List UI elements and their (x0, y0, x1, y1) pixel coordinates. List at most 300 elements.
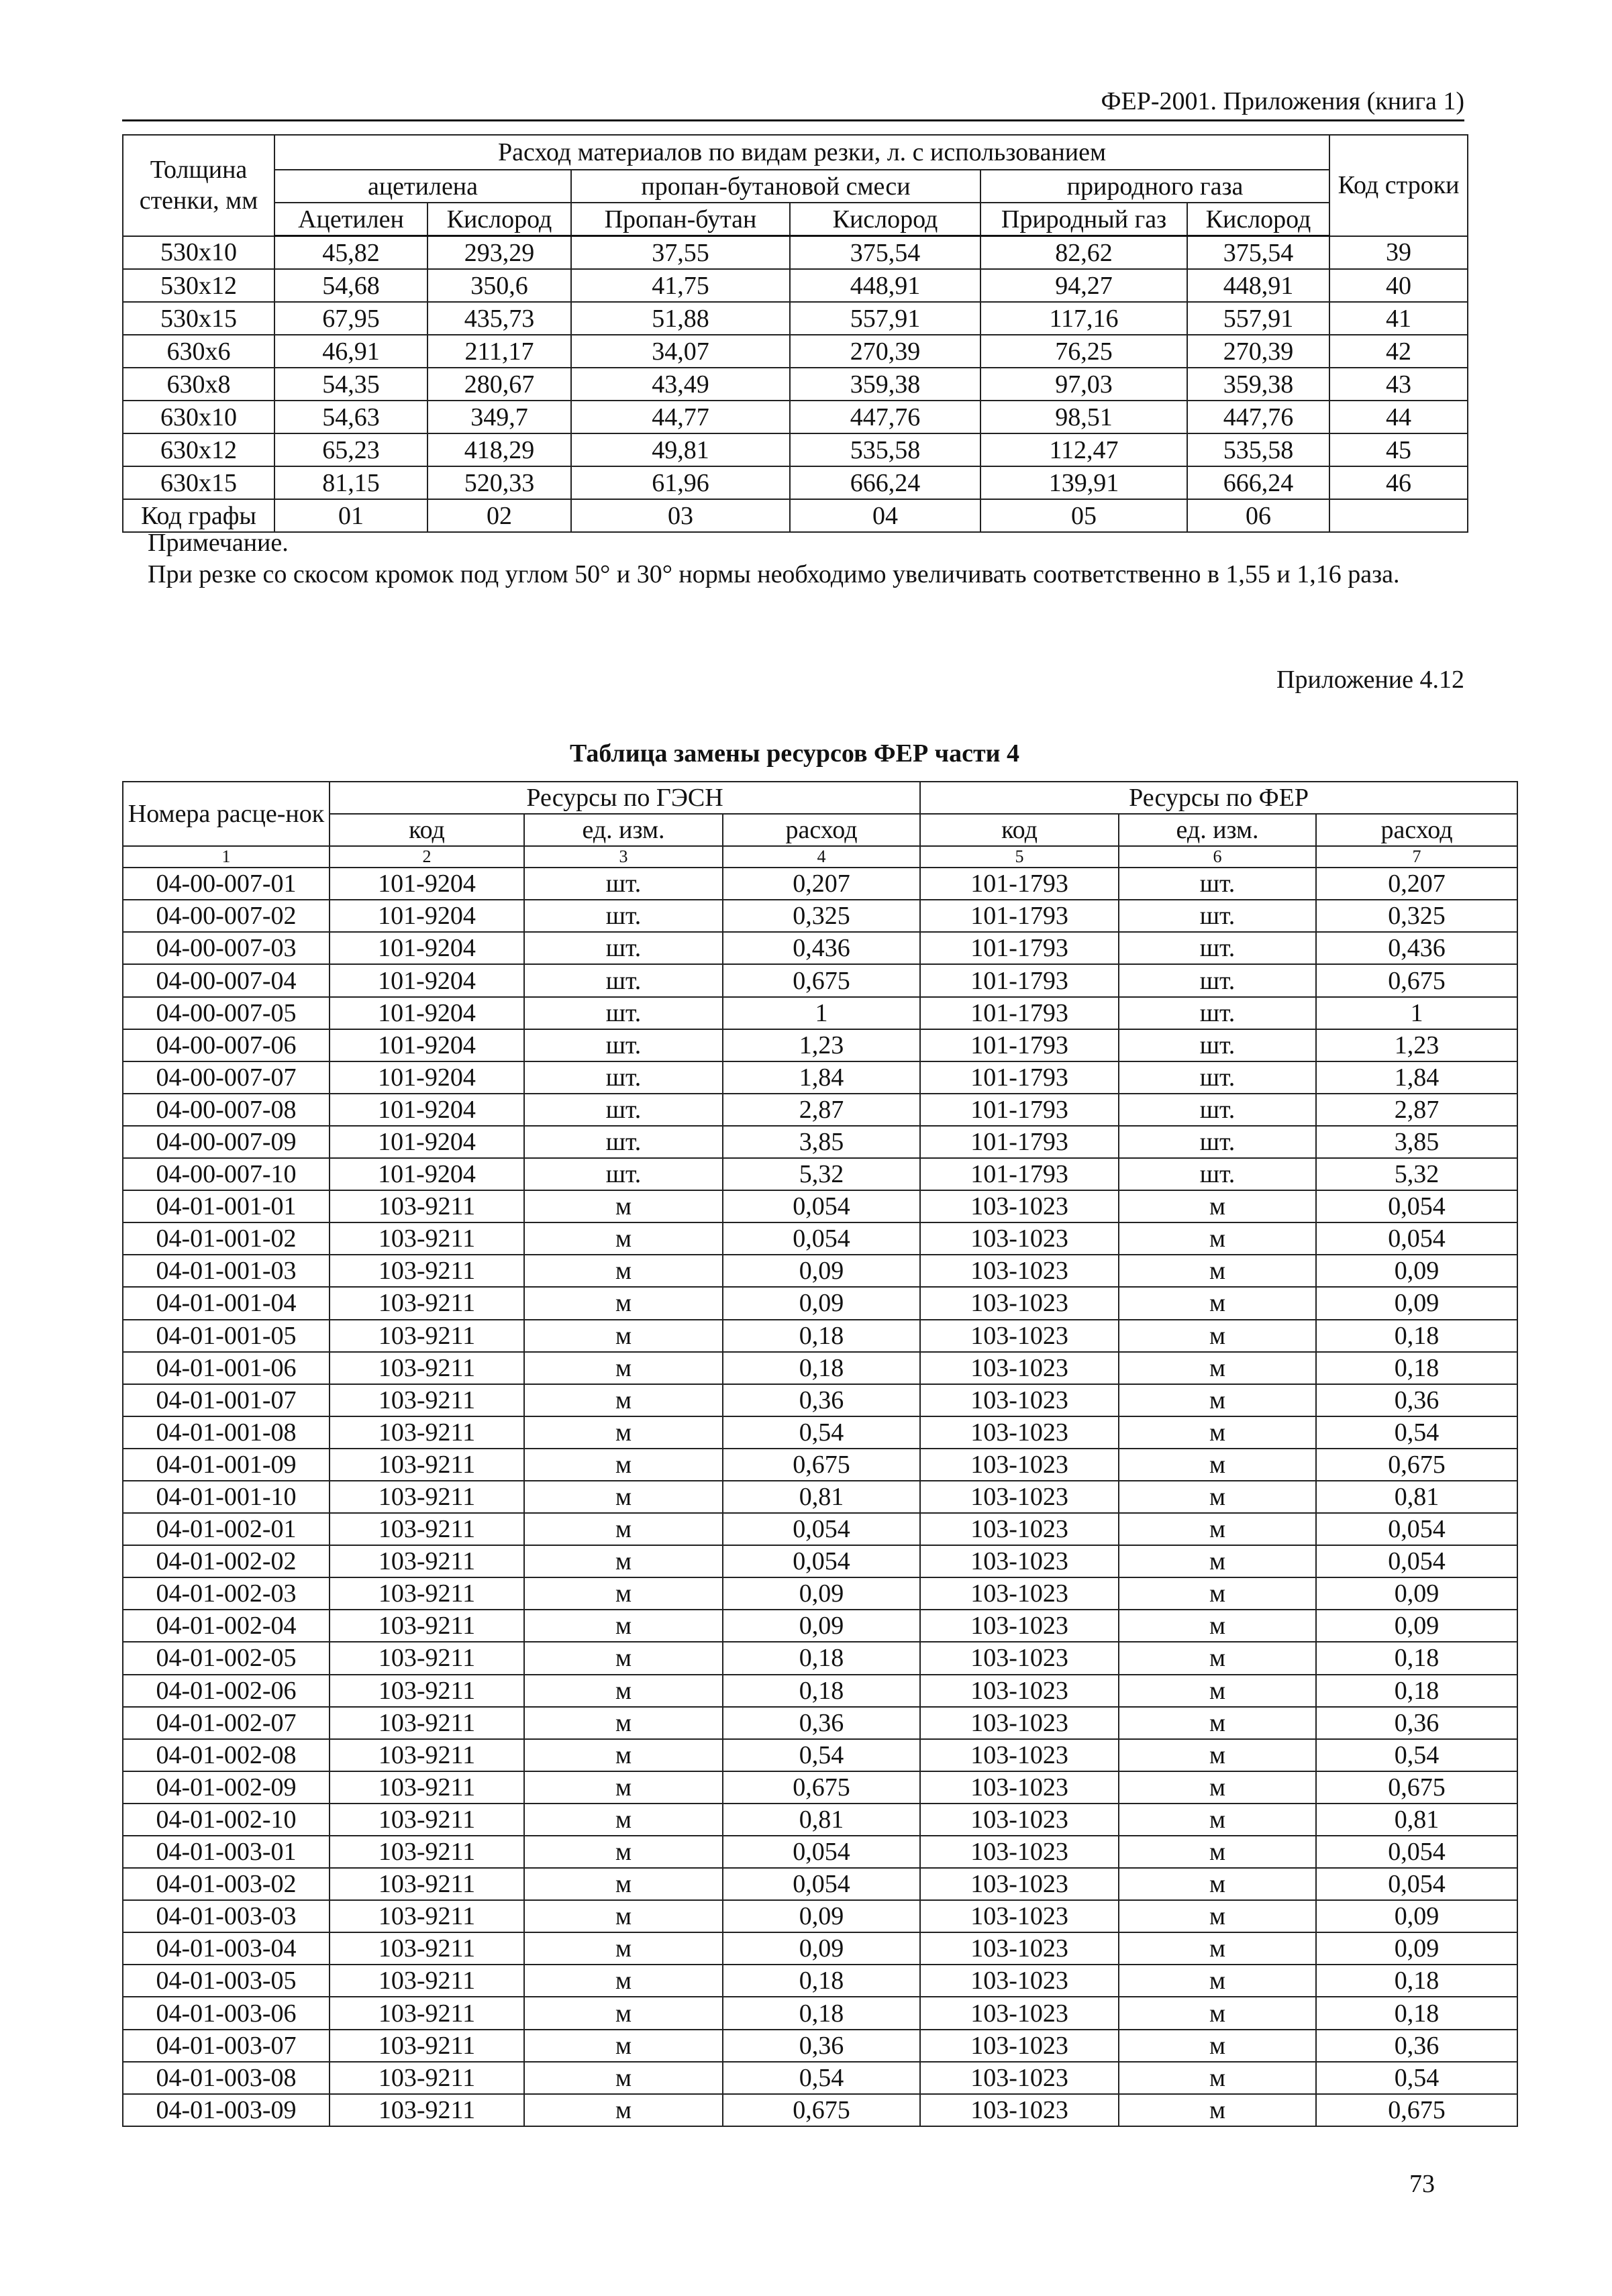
table-cell: 04-00-007-05 (123, 997, 330, 1029)
table-cell: 103-1023 (920, 1932, 1119, 1965)
table-cell: 0,054 (723, 1868, 920, 1900)
table-cell: 04-01-003-09 (123, 2094, 330, 2126)
table-row (123, 1707, 1517, 1739)
table-cell: м (1119, 1868, 1316, 1900)
table-cell: м (524, 1384, 723, 1416)
table-cell: м (524, 1255, 723, 1287)
table-cell: 0,675 (723, 1449, 920, 1481)
table-cell: 103-9211 (330, 1836, 524, 1868)
table-cell: шт. (524, 1126, 723, 1158)
table-cell: 04-00-007-06 (123, 1029, 330, 1061)
table-cell: 270,39 (1187, 335, 1329, 368)
table-cell: 103-1023 (920, 1190, 1119, 1222)
table-cell: 101-9204 (330, 868, 524, 900)
table-cell: 535,58 (1187, 433, 1329, 466)
table-cell: 04-00-007-01 (123, 868, 330, 900)
column-number: 7 (1316, 846, 1517, 868)
table-row (123, 997, 1517, 1029)
table-cell: 103-1023 (920, 1804, 1119, 1836)
table-cell: 0,81 (1316, 1481, 1517, 1513)
table-row (123, 368, 1468, 401)
table-cell: 04-01-001-01 (123, 1190, 330, 1222)
table-cell: 0,36 (1316, 1384, 1517, 1416)
table-cell: м (1119, 1513, 1316, 1545)
table-cell: м (524, 2062, 723, 2094)
table-cell: 04-01-002-04 (123, 1610, 330, 1642)
table-cell: 103-1023 (920, 1513, 1119, 1545)
table-cell: м (1119, 2094, 1316, 2126)
table-cell: 280,67 (427, 368, 571, 401)
resource-replacement-table (122, 781, 1518, 2127)
table-cell: 0,81 (1316, 1804, 1517, 1836)
header-numbers: Номера расце-нок (123, 782, 330, 846)
table-cell: 448,91 (790, 269, 980, 302)
table-cell: 0,054 (1316, 1545, 1517, 1577)
header-amount-fer: расход (1316, 814, 1517, 846)
table-cell: 117,16 (980, 302, 1187, 335)
table-cell: 2,87 (1316, 1094, 1517, 1126)
table-cell: 04-01-003-01 (123, 1836, 330, 1868)
table-row (123, 302, 1468, 335)
table-cell: м (1119, 1965, 1316, 1997)
table-cell: 46,91 (274, 335, 427, 368)
table-cell: м (524, 1771, 723, 1804)
table-cell: 04-01-002-06 (123, 1675, 330, 1707)
table-cell: 04-01-001-05 (123, 1320, 330, 1352)
table-cell: м (1119, 1836, 1316, 1868)
table-cell: 39 (1329, 236, 1468, 270)
table-cell: 04-00-007-10 (123, 1158, 330, 1190)
table-cell: 112,47 (980, 433, 1187, 466)
table-cell: 04-01-002-10 (123, 1804, 330, 1836)
header-consumption: Расход материалов по видам резки, л. с использованием (274, 135, 1329, 170)
table-cell: 0,54 (1316, 1416, 1517, 1449)
table-cell: 211,17 (427, 335, 571, 368)
table-cell: м (1119, 1577, 1316, 1610)
table-cell: 375,54 (1187, 236, 1329, 270)
table-cell: м (1119, 1352, 1316, 1384)
table-cell: м (524, 1449, 723, 1481)
table-cell: 103-9211 (330, 1771, 524, 1804)
table-cell: 04-01-001-07 (123, 1384, 330, 1416)
table-cell: 103-9211 (330, 1868, 524, 1900)
table-cell: 139,91 (980, 466, 1187, 499)
table-cell: м (1119, 1190, 1316, 1222)
table-cell: 04-01-001-02 (123, 1222, 330, 1255)
table-cell: м (524, 1287, 723, 1319)
table-cell: 0,675 (1316, 1771, 1517, 1804)
table-row (123, 932, 1517, 964)
table-cell: 04-00-007-09 (123, 1126, 330, 1158)
table-cell: 0,09 (1316, 1900, 1517, 1932)
table-cell: 0,675 (723, 1771, 920, 1804)
table-cell: 103-1023 (920, 1416, 1119, 1449)
table-cell: 103-9211 (330, 1932, 524, 1965)
table-row (123, 1900, 1517, 1932)
table-cell: 34,07 (571, 335, 790, 368)
table-cell: 103-1023 (920, 1481, 1119, 1513)
table-cell: 94,27 (980, 269, 1187, 302)
table-cell: 98,51 (980, 401, 1187, 433)
table-cell: м (1119, 2062, 1316, 2094)
table-cell: 0,054 (723, 1222, 920, 1255)
header-acetylene-col: Ацетилен (274, 203, 427, 236)
table-cell: м (1119, 2030, 1316, 2062)
table-cell: 630x8 (123, 368, 274, 401)
table-cell: шт. (1119, 1158, 1316, 1190)
table-cell: 0,054 (1316, 1222, 1517, 1255)
table-cell: 103-9211 (330, 1804, 524, 1836)
table-cell: 0,09 (723, 1255, 920, 1287)
table-cell: 04-00-007-04 (123, 964, 330, 996)
table-cell: м (1119, 1384, 1316, 1416)
table-footer-row (123, 499, 1468, 532)
table-row (123, 1222, 1517, 1255)
table-cell: 0,325 (1316, 900, 1517, 932)
table-row (123, 1449, 1517, 1481)
table-cell: 103-9211 (330, 1287, 524, 1319)
table-cell: 0,18 (1316, 1642, 1517, 1674)
column-number: 2 (330, 846, 524, 868)
table-cell: 103-1023 (920, 1352, 1119, 1384)
table-cell: 103-9211 (330, 1190, 524, 1222)
table-cell: 05 (980, 499, 1187, 532)
table-cell: м (524, 1610, 723, 1642)
header-oxygen-2: Кислород (790, 203, 980, 236)
table-cell: 01 (274, 499, 427, 532)
table-cell: 04-01-001-06 (123, 1352, 330, 1384)
table-cell: 530x10 (123, 236, 274, 270)
table-cell: 630x10 (123, 401, 274, 433)
table-cell: 0,54 (723, 1739, 920, 1771)
table-cell: 666,24 (790, 466, 980, 499)
note-title: Примечание. (148, 529, 289, 557)
table-cell: шт. (524, 1158, 723, 1190)
table-cell: м (524, 1222, 723, 1255)
table-cell: 02 (427, 499, 571, 532)
table-cell: 06 (1187, 499, 1329, 532)
table-cell: 101-1793 (920, 1061, 1119, 1094)
table-cell: 103-1023 (920, 1320, 1119, 1352)
appendix-label: Приложение 4.12 (1276, 666, 1464, 694)
table-cell: 103-1023 (920, 1965, 1119, 1997)
table-cell: 101-9204 (330, 932, 524, 964)
table-cell: 103-1023 (920, 1577, 1119, 1610)
table-cell: 0,54 (1316, 1739, 1517, 1771)
table-row (123, 1932, 1517, 1965)
table-cell: 103-1023 (920, 1836, 1119, 1868)
table-cell: шт. (1119, 932, 1316, 964)
table-row (123, 2062, 1517, 2094)
table-cell: шт. (1119, 997, 1316, 1029)
header-acetylene: ацетилена (274, 170, 571, 203)
table-title: Таблица замены ресурсов ФЕР части 4 (569, 739, 1020, 768)
table-row (123, 1255, 1517, 1287)
table-cell: 0,054 (723, 1836, 920, 1868)
table-cell: 530x12 (123, 269, 274, 302)
table-cell: 103-9211 (330, 1997, 524, 2029)
table-row (123, 1836, 1517, 1868)
table-cell: 103-9211 (330, 1255, 524, 1287)
table-cell: м (1119, 1481, 1316, 1513)
table-cell: 418,29 (427, 433, 571, 466)
table-cell: 04-01-001-04 (123, 1287, 330, 1319)
table-row (123, 1481, 1517, 1513)
table-cell: 0,54 (723, 1416, 920, 1449)
table-cell: 103-1023 (920, 1545, 1119, 1577)
table-cell: м (1119, 1255, 1316, 1287)
table-cell: 04-01-003-06 (123, 1997, 330, 2029)
table-cell: 103-1023 (920, 1707, 1119, 1739)
table-row (123, 1675, 1517, 1707)
table-cell: 45 (1329, 433, 1468, 466)
header-thickness: Толщина стенки, мм (123, 135, 274, 236)
table-cell: шт. (524, 1094, 723, 1126)
table-row (123, 1577, 1517, 1610)
table-cell: 0,18 (1316, 1352, 1517, 1384)
header-unit-gesn: ед. изм. (524, 814, 723, 846)
table-cell: м (524, 1739, 723, 1771)
table-cell: 0,325 (723, 900, 920, 932)
table-cell: 5,32 (1316, 1158, 1517, 1190)
table-cell (1329, 499, 1468, 532)
table-cell: м (1119, 1416, 1316, 1449)
table-cell: 0,09 (1316, 1255, 1517, 1287)
table-cell: 630x15 (123, 466, 274, 499)
table-cell: 103-9211 (330, 2030, 524, 2062)
table-cell: 0,054 (1316, 1836, 1517, 1868)
table-cell: 103-9211 (330, 2094, 524, 2126)
table-row (123, 964, 1517, 996)
table-cell: 04-01-003-04 (123, 1932, 330, 1965)
column-number: 3 (524, 846, 723, 868)
table-cell: 101-9204 (330, 1029, 524, 1061)
table-cell: 0,054 (1316, 1190, 1517, 1222)
header-oxygen-3: Кислород (1187, 203, 1329, 236)
table-cell: м (524, 1932, 723, 1965)
table-cell: 0,675 (1316, 2094, 1517, 2126)
header-row-code: Код строки (1329, 135, 1468, 236)
table-row (123, 1352, 1517, 1384)
table-cell: шт. (1119, 1094, 1316, 1126)
table-cell: шт. (1119, 964, 1316, 996)
table-cell: 101-9204 (330, 1158, 524, 1190)
table-cell: 3,85 (1316, 1126, 1517, 1158)
table-cell: 359,38 (790, 368, 980, 401)
table-cell: 101-1793 (920, 1126, 1119, 1158)
header-natural-col: Природный газ (980, 203, 1187, 236)
table-cell: м (1119, 1287, 1316, 1319)
table-cell: шт. (524, 997, 723, 1029)
table-cell: м (1119, 1804, 1316, 1836)
table-cell: 04 (790, 499, 980, 532)
table-cell: м (1119, 1449, 1316, 1481)
table-cell: 103-1023 (920, 1868, 1119, 1900)
table-row (123, 2094, 1517, 2126)
table-cell: м (1119, 1771, 1316, 1804)
table-cell: м (524, 2030, 723, 2062)
table-cell: 04-01-001-03 (123, 1255, 330, 1287)
table-cell: 0,054 (1316, 1513, 1517, 1545)
table-cell: шт. (524, 964, 723, 996)
table-cell: 0,36 (1316, 1707, 1517, 1739)
table-cell: 04-01-003-05 (123, 1965, 330, 1997)
table-cell: 103-9211 (330, 1384, 524, 1416)
gas-consumption-table (122, 134, 1468, 533)
table-row (123, 868, 1517, 900)
table-cell: м (1119, 1545, 1316, 1577)
table-cell: 103-9211 (330, 1481, 524, 1513)
table-cell: 103-1023 (920, 1384, 1119, 1416)
table-cell: 101-1793 (920, 900, 1119, 932)
table-cell: 51,88 (571, 302, 790, 335)
table-cell: 04-01-001-08 (123, 1416, 330, 1449)
table-cell: 101-9204 (330, 964, 524, 996)
table-cell: 101-1793 (920, 964, 1119, 996)
table-cell: м (524, 1675, 723, 1707)
table-cell: 42 (1329, 335, 1468, 368)
table-cell: м (1119, 1997, 1316, 2029)
table-cell: 04-01-003-03 (123, 1900, 330, 1932)
table-cell: 103-9211 (330, 1965, 524, 1997)
column-number: 6 (1119, 846, 1316, 868)
table-cell: 04-01-002-09 (123, 1771, 330, 1804)
table-cell: 103-9211 (330, 1320, 524, 1352)
table-row (123, 1965, 1517, 1997)
table-cell: 03 (571, 499, 790, 532)
table-cell: 0,09 (723, 1287, 920, 1319)
header-propane-group: пропан-бутановой смеси (571, 170, 980, 203)
resource-replacement-body (123, 868, 1517, 2126)
table-cell: 0,09 (1316, 1287, 1517, 1319)
table-row (123, 1190, 1517, 1222)
table-cell: 3,85 (723, 1126, 920, 1158)
table-cell: 530x15 (123, 302, 274, 335)
table-row (123, 1158, 1517, 1190)
table-cell: 101-1793 (920, 1158, 1119, 1190)
table-cell: 103-9211 (330, 1416, 524, 1449)
table-cell: 0,675 (723, 964, 920, 996)
table-cell: 0,207 (723, 868, 920, 900)
table-cell: м (524, 1707, 723, 1739)
table-cell: м (1119, 1222, 1316, 1255)
table-cell: шт. (1119, 868, 1316, 900)
table-cell: м (1119, 1610, 1316, 1642)
table-cell: 103-1023 (920, 1449, 1119, 1481)
table-cell: 61,96 (571, 466, 790, 499)
table-cell: 103-1023 (920, 1255, 1119, 1287)
table-cell: 04-00-007-02 (123, 900, 330, 932)
table-row (123, 1642, 1517, 1674)
table-cell: м (524, 1481, 723, 1513)
table-cell: 103-9211 (330, 1352, 524, 1384)
table-cell: 1,23 (723, 1029, 920, 1061)
table-row (123, 1771, 1517, 1804)
table-cell: 0,36 (723, 1707, 920, 1739)
table-cell: 447,76 (790, 401, 980, 433)
table-cell: 0,09 (1316, 1932, 1517, 1965)
table-cell: м (524, 1416, 723, 1449)
table-cell: 0,18 (1316, 1675, 1517, 1707)
table-cell: 103-1023 (920, 1610, 1119, 1642)
table-cell: м (1119, 1320, 1316, 1352)
header-code-fer: код (920, 814, 1119, 846)
table-cell: 0,18 (1316, 1320, 1517, 1352)
header-gesn: Ресурсы по ГЭСН (330, 782, 920, 814)
table-cell: 04-01-002-08 (123, 1739, 330, 1771)
table-row (123, 401, 1468, 433)
table-cell: 0,36 (1316, 2030, 1517, 2062)
table-cell: 101-1793 (920, 1029, 1119, 1061)
table-cell: шт. (524, 1029, 723, 1061)
table-cell: 103-1023 (920, 1675, 1119, 1707)
table-cell: м (524, 1577, 723, 1610)
table-row (123, 1513, 1517, 1545)
table-cell: м (524, 1190, 723, 1222)
table-cell: м (1119, 1707, 1316, 1739)
table-cell: 44 (1329, 401, 1468, 433)
table-cell: 270,39 (790, 335, 980, 368)
running-header: ФЕР-2001. Приложения (книга 1) (122, 86, 1464, 121)
table-cell: шт. (1119, 1061, 1316, 1094)
table-cell: 557,91 (1187, 302, 1329, 335)
table-cell: м (1119, 1932, 1316, 1965)
table-cell: 103-9211 (330, 1577, 524, 1610)
table-cell: 0,436 (1316, 932, 1517, 964)
table-row (123, 466, 1468, 499)
table-row (123, 2030, 1517, 2062)
table-cell: 630x6 (123, 335, 274, 368)
table-cell: 37,55 (571, 236, 790, 270)
table-cell: 04-01-002-05 (123, 1642, 330, 1674)
table-cell: 0,054 (723, 1190, 920, 1222)
table-cell: 103-9211 (330, 1707, 524, 1739)
table-cell: 04-01-002-02 (123, 1545, 330, 1577)
table-cell: 103-9211 (330, 1642, 524, 1674)
table-cell: 447,76 (1187, 401, 1329, 433)
header-unit-fer: ед. изм. (1119, 814, 1316, 846)
table-cell: 359,38 (1187, 368, 1329, 401)
table-cell: 5,32 (723, 1158, 920, 1190)
table-cell: 535,58 (790, 433, 980, 466)
column-number: 4 (723, 846, 920, 868)
table-cell: 54,63 (274, 401, 427, 433)
header-oxygen-1: Кислород (427, 203, 571, 236)
table-cell: шт. (1119, 1029, 1316, 1061)
table-cell: шт. (524, 1061, 723, 1094)
table-cell: 666,24 (1187, 466, 1329, 499)
table-cell: 101-9204 (330, 1126, 524, 1158)
table-cell: 0,09 (1316, 1610, 1517, 1642)
column-number: 5 (920, 846, 1119, 868)
table-cell: 49,81 (571, 433, 790, 466)
note-text: При резке со скосом кромок под углом 50° и 30° нормы необходимо увеличивать соответственно в 1,55 и 1,16 раза. (148, 560, 1400, 588)
table-cell: 101-9204 (330, 1061, 524, 1094)
table-cell: 103-1023 (920, 2030, 1119, 2062)
table-cell: 103-9211 (330, 1675, 524, 1707)
table-cell: 67,95 (274, 302, 427, 335)
table-row (123, 1804, 1517, 1836)
table-row (123, 900, 1517, 932)
table-cell: 0,54 (723, 2062, 920, 2094)
table-cell: 45,82 (274, 236, 427, 270)
table-cell: 0,09 (723, 1577, 920, 1610)
table-cell: 101-9204 (330, 900, 524, 932)
table-cell: м (1119, 1675, 1316, 1707)
table-cell: 103-9211 (330, 1545, 524, 1577)
table-cell: 0,09 (723, 1900, 920, 1932)
header-propane-col: Пропан-бутан (571, 203, 790, 236)
